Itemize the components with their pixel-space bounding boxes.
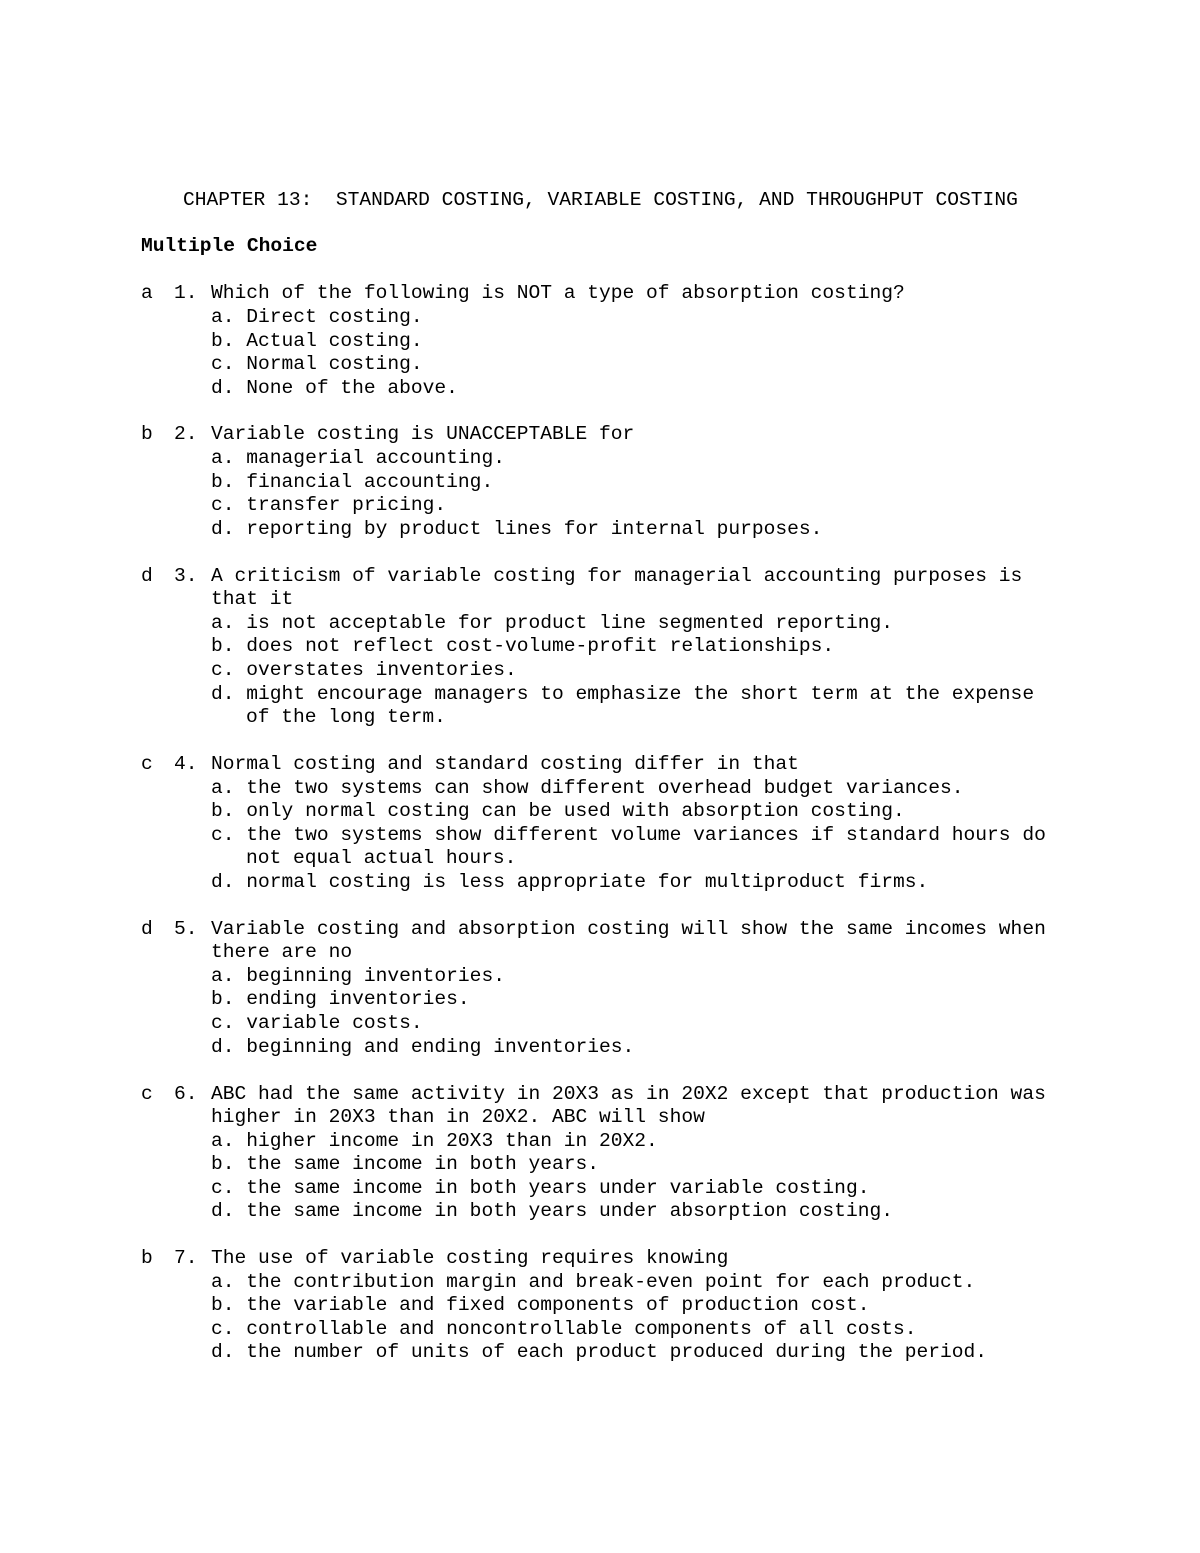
option: b. only normal costing can be used with absorption costing. (211, 800, 905, 822)
question-stem-continued: that it (211, 588, 294, 610)
answer-key: b (141, 1247, 153, 1269)
option: d. the same income in both years under absorption costing. (211, 1200, 893, 1222)
question-stem: Which of the following is NOT a type of absorption costing? (211, 282, 905, 304)
option: a. Direct costing. (211, 306, 423, 328)
question-stem: Variable costing is UNACCEPTABLE for (211, 423, 635, 445)
option: c. overstates inventories. (211, 659, 517, 681)
question-stem-continued: higher in 20X3 than in 20X2. ABC will show (211, 1106, 705, 1128)
option: c. the two systems show different volume variances if standard hours do (211, 824, 1046, 846)
option: c. the same income in both years under variable costing. (211, 1177, 870, 1199)
answer-key: d (141, 918, 153, 940)
option: d. might encourage managers to emphasize the short term at the expense (211, 683, 1035, 705)
question-stem: Variable costing and absorption costing will show the same incomes when (211, 918, 1046, 940)
answer-key: a (141, 282, 153, 304)
option: d. None of the above. (211, 377, 458, 399)
option: c. transfer pricing. (211, 494, 447, 516)
answer-key: b (141, 423, 153, 445)
section-heading: Multiple Choice (141, 235, 318, 257)
option: a. the contribution margin and break-even point for each product. (211, 1271, 976, 1293)
question-stem-continued: there are no (211, 941, 353, 963)
answer-key: d (141, 565, 153, 587)
option: a. the two systems can show different overhead budget variances. (211, 777, 964, 799)
chapter-title: CHAPTER 13: STANDARD COSTING, VARIABLE COSTING, AND THROUGHPUT COSTING (183, 189, 1018, 211)
option: b. ending inventories. (211, 988, 470, 1010)
option: b. the same income in both years. (211, 1153, 600, 1175)
question-stem: Normal costing and standard costing differ in that (211, 753, 799, 775)
question-stem: The use of variable costing requires knowing (211, 1247, 729, 1269)
option: c. variable costs. (211, 1012, 423, 1034)
question-number: 1. (174, 282, 198, 304)
option: a. beginning inventories. (211, 965, 505, 987)
option: c. Normal costing. (211, 353, 423, 375)
question-number: 5. (174, 918, 198, 940)
question-number: 3. (174, 565, 198, 587)
question-stem: A criticism of variable costing for managerial accounting purposes is (211, 565, 1023, 587)
option: b. financial accounting. (211, 471, 494, 493)
option: b. does not reflect cost-volume-profit relationships. (211, 635, 835, 657)
option: a. managerial accounting. (211, 447, 505, 469)
question-number: 6. (174, 1083, 198, 1105)
question-number: 4. (174, 753, 198, 775)
option: d. beginning and ending inventories. (211, 1036, 635, 1058)
option: d. the number of units of each product produced during the period. (211, 1341, 988, 1363)
answer-key: c (141, 1083, 153, 1105)
question-stem: ABC had the same activity in 20X3 as in 20X2 except that production was (211, 1083, 1046, 1105)
option-continued: of the long term. (246, 706, 446, 728)
answer-key: c (141, 753, 153, 775)
question-number: 2. (174, 423, 198, 445)
option-continued: not equal actual hours. (246, 847, 517, 869)
option: c. controllable and noncontrollable components of all costs. (211, 1318, 917, 1340)
option: b. Actual costing. (211, 330, 423, 352)
option: d. reporting by product lines for internal purposes. (211, 518, 823, 540)
option: a. is not acceptable for product line segmented reporting. (211, 612, 893, 634)
option: d. normal costing is less appropriate for multiproduct firms. (211, 871, 929, 893)
question-number: 7. (174, 1247, 198, 1269)
option: a. higher income in 20X3 than in 20X2. (211, 1130, 658, 1152)
option: b. the variable and fixed components of production cost. (211, 1294, 870, 1316)
